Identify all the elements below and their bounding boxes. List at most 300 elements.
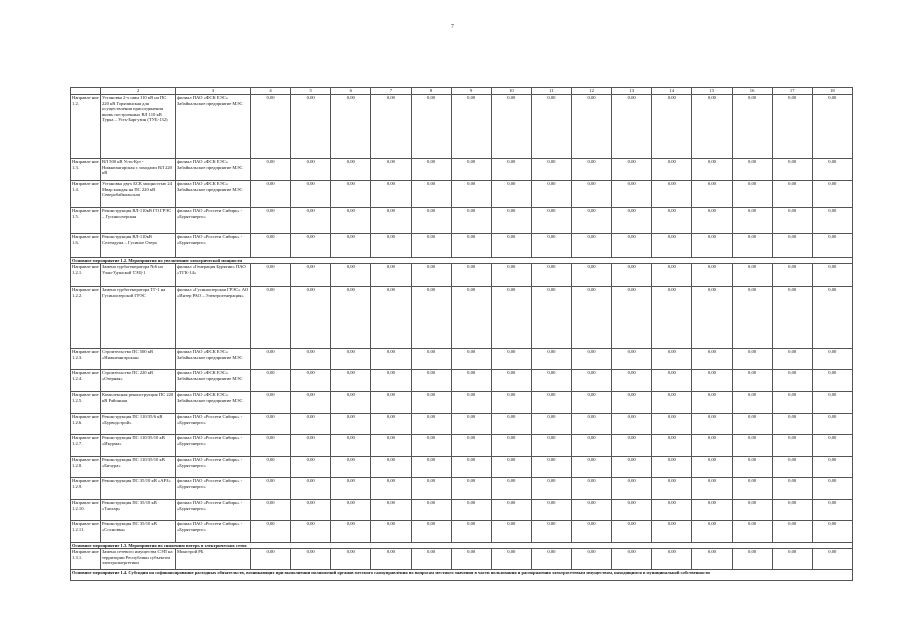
value-cell: 0,00 — [812, 435, 852, 457]
value-cell: 0,00 — [331, 392, 371, 414]
value-cell: 0,00 — [531, 370, 571, 392]
measure-name: Реконструкция ВЛ-110кВ Селендума – Гусиное Озеро — [101, 234, 176, 258]
value-cell: 0,00 — [772, 349, 812, 370]
value-cell: 0,00 — [251, 370, 291, 392]
value-cell: 0,00 — [772, 95, 812, 159]
measure-name: Строительство ПС 500 кВ «Нижнеангарская» — [101, 349, 176, 370]
value-cell: 0,00 — [732, 549, 772, 570]
direction-number: Направле ние 1.2.6. — [71, 414, 101, 435]
value-cell: 0,00 — [371, 208, 411, 234]
value-cell: 0,00 — [291, 208, 331, 234]
value-cell: 0,00 — [652, 181, 692, 208]
value-cell: 0,00 — [612, 208, 652, 234]
value-cell: 0,00 — [371, 234, 411, 258]
value-cell: 0,00 — [652, 478, 692, 500]
value-cell: 0,00 — [812, 370, 852, 392]
value-cell: 0,00 — [812, 234, 852, 258]
value-cell: 0,00 — [451, 208, 491, 234]
value-cell: 0,00 — [812, 95, 852, 159]
value-cell: 0,00 — [812, 521, 852, 543]
executor: филиал ПАО «ФСК ЕЭС» Забайкальское предприятие МЭС — [176, 159, 251, 181]
value-cell: 0,00 — [612, 414, 652, 435]
executor: филиал ПАО «Россети Сибирь» - «Бурятэнерго» — [176, 208, 251, 234]
value-cell: 0,00 — [772, 549, 812, 570]
value-cell: 0,00 — [572, 549, 612, 570]
value-cell: 0,00 — [251, 549, 291, 570]
value-cell: 0,00 — [331, 181, 371, 208]
value-cell: 0,00 — [652, 95, 692, 159]
value-cell: 0,00 — [612, 287, 652, 349]
value-cell: 0,00 — [572, 349, 612, 370]
value-cell: 0,00 — [491, 208, 531, 234]
table-row — [71, 414, 853, 435]
value-cell: 0,00 — [772, 264, 812, 287]
value-cell: 0,00 — [652, 521, 692, 543]
value-cell: 0,00 — [251, 414, 291, 435]
value-cell: 0,00 — [291, 549, 331, 570]
table-row — [71, 457, 853, 478]
value-cell: 0,00 — [612, 159, 652, 181]
value-cell: 0,00 — [251, 521, 291, 543]
value-cell: 0,00 — [411, 370, 451, 392]
value-cell: 0,00 — [451, 287, 491, 349]
value-cell: 0,00 — [812, 181, 852, 208]
value-cell: 0,00 — [371, 264, 411, 287]
value-cell: 0,00 — [531, 457, 571, 478]
value-cell: 0,00 — [331, 264, 371, 287]
table-row — [71, 95, 853, 159]
value-cell: 0,00 — [572, 181, 612, 208]
value-cell: 0,00 — [531, 392, 571, 414]
value-cell: 0,00 — [251, 181, 291, 208]
value-cell: 0,00 — [572, 370, 612, 392]
section-heading-row — [71, 570, 853, 581]
value-cell: 0,00 — [572, 478, 612, 500]
value-cell: 0,00 — [491, 521, 531, 543]
value-cell: 0,00 — [331, 159, 371, 181]
section-heading: Основное мероприятие 1.3. Мероприятия по снижению потерь в электрических сетях — [71, 543, 853, 549]
value-cell: 0,00 — [251, 478, 291, 500]
value-cell: 0,00 — [491, 370, 531, 392]
value-cell: 0,00 — [331, 500, 371, 521]
column-header: 18 — [812, 88, 852, 95]
value-cell: 0,00 — [732, 500, 772, 521]
value-cell: 0,00 — [732, 457, 772, 478]
table-row — [71, 549, 853, 570]
value-cell: 0,00 — [572, 414, 612, 435]
measure-name: Установка 2-х шин 110 кВ на ПС 220 кВ Горячинская для осуществления присоединения вновь построенных ВЛ 110 кВ Турка – Усть-Баргузин (ТУБ-132) — [101, 95, 176, 159]
table-row — [71, 208, 853, 234]
value-cell: 0,00 — [251, 159, 291, 181]
value-cell: 0,00 — [491, 500, 531, 521]
value-cell: 0,00 — [692, 234, 732, 258]
value-cell: 0,00 — [572, 208, 612, 234]
value-cell: 0,00 — [572, 457, 612, 478]
value-cell: 0,00 — [451, 234, 491, 258]
value-cell: 0,00 — [371, 95, 411, 159]
value-cell: 0,00 — [291, 521, 331, 543]
direction-number: Направле ние 1.3. — [71, 159, 101, 181]
direction-number: Направле ние 1.2.5. — [71, 392, 101, 414]
column-header: 9 — [451, 88, 491, 95]
value-cell: 0,00 — [612, 349, 652, 370]
value-cell: 0,00 — [772, 392, 812, 414]
column-header: 5 — [291, 88, 331, 95]
direction-number: Направле ние 1.2.2. — [71, 287, 101, 349]
value-cell: 0,00 — [732, 287, 772, 349]
measure-name: Реконструкция ПС 35/10 кВ «Тапхар» — [101, 500, 176, 521]
value-cell: 0,00 — [251, 287, 291, 349]
value-cell: 0,00 — [491, 264, 531, 287]
value-cell: 0,00 — [652, 234, 692, 258]
value-cell: 0,00 — [732, 435, 772, 457]
value-cell: 0,00 — [491, 159, 531, 181]
value-cell: 0,00 — [531, 234, 571, 258]
table-row — [71, 287, 853, 349]
executor: Минстрой РБ — [176, 549, 251, 570]
measure-name: Реконструкция ПС 35/10 кВ «АРЗ» — [101, 478, 176, 500]
value-cell: 0,00 — [451, 181, 491, 208]
value-cell: 0,00 — [572, 435, 612, 457]
value-cell: 0,00 — [612, 500, 652, 521]
value-cell: 0,00 — [692, 435, 732, 457]
value-cell: 0,00 — [732, 234, 772, 258]
value-cell: 0,00 — [251, 208, 291, 234]
executor: филиал «Гусиноозерская ГРЭС» АО «Интер РАО – Электрогенерация» — [176, 287, 251, 349]
value-cell: 0,00 — [652, 414, 692, 435]
column-header: 15 — [692, 88, 732, 95]
table-row — [71, 264, 853, 287]
value-cell: 0,00 — [812, 478, 852, 500]
direction-number: Направле ние 1.2.10. — [71, 500, 101, 521]
value-cell: 0,00 — [772, 457, 812, 478]
value-cell: 0,00 — [732, 181, 772, 208]
value-cell: 0,00 — [491, 392, 531, 414]
value-cell: 0,00 — [692, 500, 732, 521]
value-cell: 0,00 — [371, 414, 411, 435]
value-cell: 0,00 — [812, 500, 852, 521]
executor: филиал ПАО «ФСК ЕЭС» Забайкальское предприятие МЭС — [176, 181, 251, 208]
table-row — [71, 521, 853, 543]
value-cell: 0,00 — [411, 392, 451, 414]
value-cell: 0,00 — [411, 435, 451, 457]
value-cell: 0,00 — [732, 159, 772, 181]
value-cell: 0,00 — [772, 435, 812, 457]
table-row — [71, 234, 853, 258]
value-cell: 0,00 — [371, 349, 411, 370]
value-cell: 0,00 — [772, 478, 812, 500]
measure-name: Замена турбогенератора ТГ-1 на Гусиноозерской ГРЭС — [101, 287, 176, 349]
value-cell: 0,00 — [371, 181, 411, 208]
value-cell: 0,00 — [291, 264, 331, 287]
table-row — [71, 159, 853, 181]
value-cell: 0,00 — [652, 435, 692, 457]
measure-name: Реконструкция ПС 35/10 кВ «Сосновка» — [101, 521, 176, 543]
value-cell: 0,00 — [451, 457, 491, 478]
table-row — [71, 478, 853, 500]
value-cell: 0,00 — [812, 549, 852, 570]
value-cell: 0,00 — [531, 478, 571, 500]
value-cell: 0,00 — [331, 234, 371, 258]
direction-number: Направле ние 1.2.8. — [71, 457, 101, 478]
value-cell: 0,00 — [291, 435, 331, 457]
value-cell: 0,00 — [732, 478, 772, 500]
value-cell: 0,00 — [612, 370, 652, 392]
table-row — [71, 500, 853, 521]
value-cell: 0,00 — [491, 287, 531, 349]
value-cell: 0,00 — [291, 159, 331, 181]
value-cell: 0,00 — [531, 435, 571, 457]
column-header: 2 — [101, 88, 176, 95]
value-cell: 0,00 — [652, 500, 692, 521]
value-cell: 0,00 — [451, 392, 491, 414]
measure-name: Замена турбогенератора №6 на Улан-Удэнской ТЭЦ-1 — [101, 264, 176, 287]
table-body — [71, 88, 853, 581]
page-number: 7 — [451, 24, 454, 30]
value-cell: 0,00 — [451, 521, 491, 543]
section-heading: Основное мероприятие 1.2. Мероприятия по увеличению электрической мощности — [71, 258, 853, 264]
value-cell: 0,00 — [732, 521, 772, 543]
value-cell: 0,00 — [371, 549, 411, 570]
value-cell: 0,00 — [732, 370, 772, 392]
direction-number: Направле ние 1.6. — [71, 234, 101, 258]
value-cell: 0,00 — [732, 208, 772, 234]
value-cell: 0,00 — [411, 181, 451, 208]
value-cell: 0,00 — [291, 95, 331, 159]
value-cell: 0,00 — [612, 457, 652, 478]
executor: филиал ПАО «ФСК ЕЭС» Забайкальское предприятие МЭС — [176, 392, 251, 414]
value-cell: 0,00 — [692, 349, 732, 370]
value-cell: 0,00 — [692, 370, 732, 392]
value-cell: 0,00 — [772, 370, 812, 392]
column-header: 7 — [371, 88, 411, 95]
value-cell: 0,00 — [692, 208, 732, 234]
value-cell: 0,00 — [692, 478, 732, 500]
executor: филиал ПАО «Россети Сибирь» - «Бурятэнерго» — [176, 521, 251, 543]
measure-name: Комплексная реконструкция ПС 220 кВ Районная — [101, 392, 176, 414]
value-cell: 0,00 — [331, 414, 371, 435]
value-cell: 0,00 — [732, 95, 772, 159]
value-cell: 0,00 — [812, 208, 852, 234]
value-cell: 0,00 — [411, 500, 451, 521]
value-cell: 0,00 — [531, 500, 571, 521]
value-cell: 0,00 — [251, 435, 291, 457]
value-cell: 0,00 — [692, 264, 732, 287]
value-cell: 0,00 — [652, 264, 692, 287]
value-cell: 0,00 — [411, 521, 451, 543]
direction-number: Направле ние 1.2.1. — [71, 264, 101, 287]
value-cell: 0,00 — [652, 208, 692, 234]
value-cell: 0,00 — [612, 521, 652, 543]
value-cell: 0,00 — [291, 234, 331, 258]
value-cell: 0,00 — [612, 478, 652, 500]
value-cell: 0,00 — [692, 181, 732, 208]
value-cell: 0,00 — [692, 414, 732, 435]
value-cell: 0,00 — [411, 264, 451, 287]
column-header: 8 — [411, 88, 451, 95]
value-cell: 0,00 — [491, 234, 531, 258]
measure-name: ВЛ 500 кВ Усть-Кут - Нижнеангарская с заходами ВЛ 220 кВ — [101, 159, 176, 181]
column-header: 16 — [732, 88, 772, 95]
value-cell: 0,00 — [331, 370, 371, 392]
value-cell: 0,00 — [531, 287, 571, 349]
value-cell: 0,00 — [291, 457, 331, 478]
table-row — [71, 349, 853, 370]
value-cell: 0,00 — [491, 414, 531, 435]
value-cell: 0,00 — [531, 159, 571, 181]
value-cell: 0,00 — [812, 264, 852, 287]
value-cell: 0,00 — [291, 392, 331, 414]
value-cell: 0,00 — [652, 287, 692, 349]
value-cell: 0,00 — [411, 95, 451, 159]
value-cell: 0,00 — [531, 181, 571, 208]
value-cell: 0,00 — [772, 159, 812, 181]
value-cell: 0,00 — [371, 500, 411, 521]
value-cell: 0,00 — [772, 414, 812, 435]
value-cell: 0,00 — [772, 234, 812, 258]
value-cell: 0,00 — [772, 208, 812, 234]
value-cell: 0,00 — [692, 287, 732, 349]
value-cell: 0,00 — [451, 500, 491, 521]
value-cell: 0,00 — [451, 435, 491, 457]
value-cell: 0,00 — [572, 264, 612, 287]
value-cell: 0,00 — [531, 521, 571, 543]
value-cell: 0,00 — [652, 370, 692, 392]
value-cell: 0,00 — [692, 159, 732, 181]
value-cell: 0,00 — [812, 392, 852, 414]
value-cell: 0,00 — [612, 95, 652, 159]
value-cell: 0,00 — [251, 95, 291, 159]
value-cell: 0,00 — [411, 287, 451, 349]
value-cell: 0,00 — [572, 500, 612, 521]
value-cell: 0,00 — [531, 414, 571, 435]
value-cell: 0,00 — [331, 435, 371, 457]
value-cell: 0,00 — [251, 264, 291, 287]
value-cell: 0,00 — [772, 287, 812, 349]
executor: филиал ПАО «ФСК ЕЭС» Забайкальское предприятие МЭС — [176, 95, 251, 159]
value-cell: 0,00 — [531, 549, 571, 570]
value-cell: 0,00 — [772, 521, 812, 543]
value-cell: 0,00 — [491, 478, 531, 500]
value-cell: 0,00 — [572, 287, 612, 349]
value-cell: 0,00 — [291, 500, 331, 521]
value-cell: 0,00 — [572, 521, 612, 543]
value-cell: 0,00 — [331, 521, 371, 543]
column-header: 13 — [612, 88, 652, 95]
value-cell: 0,00 — [451, 370, 491, 392]
value-cell: 0,00 — [652, 549, 692, 570]
value-cell: 0,00 — [491, 435, 531, 457]
value-cell: 0,00 — [772, 500, 812, 521]
executor: филиал ПАО «Россети Сибирь» - «Бурятэнерго» — [176, 234, 251, 258]
value-cell: 0,00 — [531, 95, 571, 159]
value-cell: 0,00 — [812, 159, 852, 181]
column-header: 12 — [572, 88, 612, 95]
executor: филиал ПАО «Россети Сибирь» - «Бурятэнерго» — [176, 457, 251, 478]
column-header-row — [71, 88, 853, 95]
measure-name: Реконструкция ПС 110/35/10 кВ «Бичура» — [101, 457, 176, 478]
value-cell: 0,00 — [531, 349, 571, 370]
value-cell: 0,00 — [692, 392, 732, 414]
value-cell: 0,00 — [531, 264, 571, 287]
column-header: 3 — [176, 88, 251, 95]
value-cell: 0,00 — [291, 181, 331, 208]
value-cell: 0,00 — [411, 159, 451, 181]
value-cell: 0,00 — [812, 349, 852, 370]
table-row — [71, 370, 853, 392]
direction-number: Направле ние 1.2.4. — [71, 370, 101, 392]
value-cell: 0,00 — [371, 392, 411, 414]
value-cell: 0,00 — [251, 392, 291, 414]
value-cell: 0,00 — [291, 349, 331, 370]
measure-name: Установка двух БСК мощностью 24 Мвар каждая на ПС 220 кВ Северобайкальская — [101, 181, 176, 208]
value-cell: 0,00 — [371, 287, 411, 349]
value-cell: 0,00 — [331, 287, 371, 349]
value-cell: 0,00 — [451, 549, 491, 570]
column-header: 11 — [531, 88, 571, 95]
value-cell: 0,00 — [572, 95, 612, 159]
value-cell: 0,00 — [451, 159, 491, 181]
value-cell: 0,00 — [451, 414, 491, 435]
executor: филиал ПАО «Россети Сибирь» - «Бурятэнерго» — [176, 435, 251, 457]
column-header: 14 — [652, 88, 692, 95]
direction-number: Направле ние 1.2.3. — [71, 349, 101, 370]
value-cell: 0,00 — [531, 208, 571, 234]
value-cell: 0,00 — [491, 549, 531, 570]
section-heading: Основное мероприятие 1.4. Субсидии на софинансирование расходных обязательств, возникающих при выполнении полномочий органов местного самоуправления по вопросам местного значения в части пользования и распоряжения электросетевым имуществом, находящимся в муниципальной собственности — [71, 570, 853, 581]
value-cell: 0,00 — [491, 95, 531, 159]
measure-name: Реконструкция ПС 110/35/10 кВ «Икурма» — [101, 435, 176, 457]
value-cell: 0,00 — [371, 457, 411, 478]
value-cell: 0,00 — [572, 392, 612, 414]
executor: филиал «Генерация Бурятии» ПАО «ТГК-14» — [176, 264, 251, 287]
value-cell: 0,00 — [732, 264, 772, 287]
direction-number: Направле ние 1.2.7. — [71, 435, 101, 457]
value-cell: 0,00 — [612, 549, 652, 570]
value-cell: 0,00 — [411, 549, 451, 570]
column-header: 10 — [491, 88, 531, 95]
direction-number: Направле ние 1.5. — [71, 208, 101, 234]
column-header: 17 — [772, 88, 812, 95]
value-cell: 0,00 — [692, 95, 732, 159]
value-cell: 0,00 — [411, 457, 451, 478]
value-cell: 0,00 — [411, 478, 451, 500]
executor: филиал ПАО «Россети Сибирь» - «Бурятэнерго» — [176, 478, 251, 500]
direction-number: Направле ние 1.4. — [71, 181, 101, 208]
value-cell: 0,00 — [251, 500, 291, 521]
value-cell: 0,00 — [692, 457, 732, 478]
executor: филиал ПАО «Россети Сибирь» - «Бурятэнерго» — [176, 414, 251, 435]
value-cell: 0,00 — [371, 370, 411, 392]
direction-number: Направле ние 1.3.1. — [71, 549, 101, 570]
value-cell: 0,00 — [251, 349, 291, 370]
value-cell: 0,00 — [251, 457, 291, 478]
value-cell: 0,00 — [331, 457, 371, 478]
value-cell: 0,00 — [451, 95, 491, 159]
table-row — [71, 181, 853, 208]
value-cell: 0,00 — [491, 457, 531, 478]
table-row — [71, 392, 853, 414]
value-cell: 0,00 — [812, 457, 852, 478]
executor: филиал ПАО «ФСК ЕЭС» Забайкальское предприятие МЭС — [176, 370, 251, 392]
value-cell: 0,00 — [572, 234, 612, 258]
executor: филиал ПАО «ФСК ЕЭС» Забайкальское предприятие МЭС — [176, 349, 251, 370]
direction-number: Направле ние 1.2.9. — [71, 478, 101, 500]
value-cell: 0,00 — [411, 234, 451, 258]
value-cell: 0,00 — [451, 349, 491, 370]
value-cell: 0,00 — [812, 287, 852, 349]
measures-table — [70, 87, 853, 581]
